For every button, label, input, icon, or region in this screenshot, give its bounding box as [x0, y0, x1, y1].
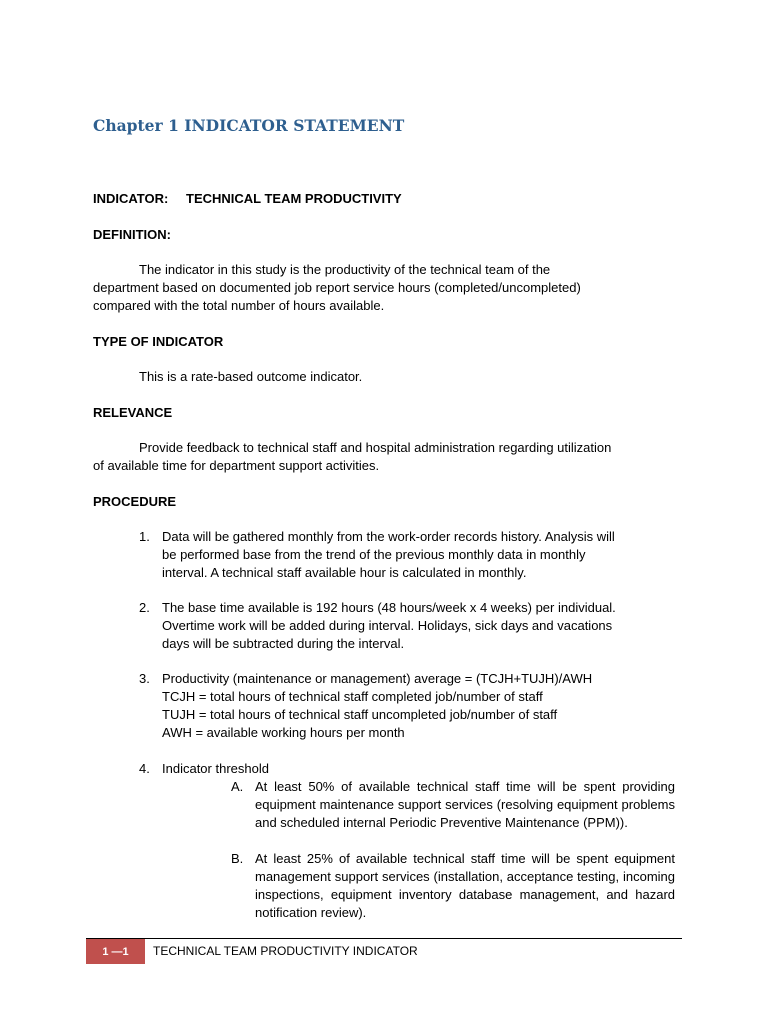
list-item-line: days will be subtracted during the interval. [162, 636, 405, 651]
formula-line: TUJH = total hours of technical staff uncompleted job/number of staff [162, 707, 558, 722]
formula-line: Productivity (maintenance or management) average = (TCJH+TUJH)/AWH [162, 671, 593, 686]
list-item-line: interval. A technical staff available hour is calculated in monthly. [162, 565, 527, 580]
page-number: 1 —1 [102, 945, 129, 958]
indicator-value: TECHNICAL TEAM PRODUCTIVITY [186, 191, 402, 206]
definition-line: The indicator in this study is the productivity of the technical team of the [139, 262, 551, 277]
formula-line: TCJH = total hours of technical staff completed job/number of staff [162, 689, 543, 704]
relevance-heading: RELEVANCE [93, 405, 173, 420]
chapter-title: Chapter 1 INDICATOR STATEMENT [93, 116, 405, 135]
definition-line: compared with the total number of hours available. [93, 298, 385, 313]
procedure-heading: PROCEDURE [93, 494, 177, 509]
list-number: 1. [139, 529, 150, 544]
list-item-line: The base time available is 192 hours (48 hours/week x 4 weeks) per individual. [162, 600, 616, 615]
list-item-line: Data will be gathered monthly from the work-order records history. Analysis will [162, 529, 615, 544]
footer-title: TECHNICAL TEAM PRODUCTIVITY INDICATOR [153, 944, 418, 958]
footer-rule [86, 938, 682, 939]
list-number: 3. [139, 671, 150, 686]
sublist-letter: B. [231, 851, 244, 866]
type-text: This is a rate-based outcome indicator. [139, 369, 363, 384]
list-number: 4. [139, 761, 150, 776]
list-number: 2. [139, 600, 150, 615]
definition-heading: DEFINITION: [93, 227, 171, 242]
type-heading: TYPE OF INDICATOR [93, 334, 224, 349]
sublist-text: At least 50% of available technical staff time will be spent providing equipment maintenance support services (resolving equipment problems and scheduled internal Periodic Preventive Maintenance (PPM)). [255, 779, 675, 830]
list-item-line: be performed base from the trend of the previous monthly data in monthly [162, 547, 586, 562]
list-item-line: Overtime work will be added during interval. Holidays, sick days and vacations [162, 618, 613, 633]
list-item-line: Indicator threshold [162, 761, 269, 776]
page-number-badge [86, 939, 145, 964]
indicator-label: INDICATOR: [93, 191, 169, 206]
relevance-line: of available time for department support activities. [93, 458, 380, 473]
sublist-text: At least 25% of available technical staff time will be spent equipment management support services (installation, acceptance testing, incoming inspections, equipment inventory database management, and hazard notification review). [255, 851, 675, 920]
definition-line: department based on documented job report service hours (completed/uncompleted) [93, 280, 581, 295]
relevance-line: Provide feedback to technical staff and hospital administration regarding utilization [139, 440, 612, 455]
formula-line: AWH = available working hours per month [162, 725, 405, 740]
sublist-letter: A. [231, 779, 244, 794]
